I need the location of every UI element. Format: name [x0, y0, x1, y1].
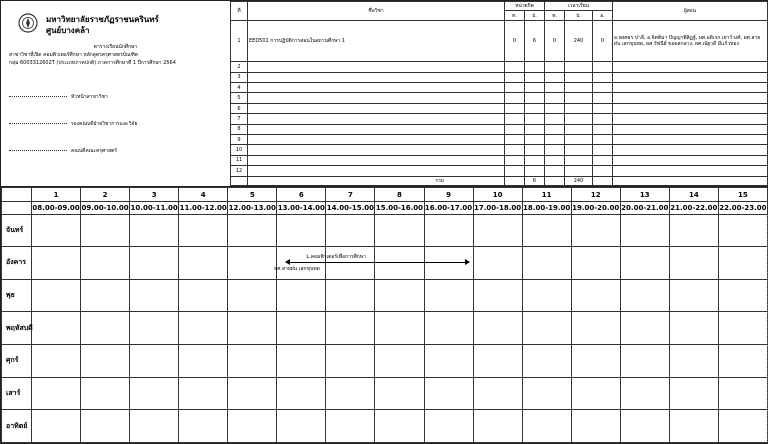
- schedule-cell: [326, 214, 375, 247]
- course-no: 8: [231, 124, 248, 134]
- course-subject: [248, 72, 505, 82]
- course-subject: [248, 166, 505, 176]
- schedule-cell: [718, 410, 767, 443]
- program-line: สาขาวิชาที่เปิด คอมพิวเตอร์ศึกษา หลักสูตรครุศาสตรบัณฑิต: [9, 52, 138, 58]
- course-row: [231, 83, 768, 93]
- schedule-cell: [81, 279, 130, 312]
- hour-t: [545, 103, 565, 113]
- top-section: [1, 1, 767, 187]
- credit-t: [505, 83, 525, 93]
- signature-line-deputy: [9, 121, 137, 128]
- schedule-cell: [620, 247, 669, 280]
- schedule-cell: [718, 214, 767, 247]
- hour-t: 0: [545, 20, 565, 62]
- schedule-cell: [718, 279, 767, 312]
- schedule-cell: [522, 247, 571, 280]
- schedule-cell: [130, 214, 179, 247]
- credit-p: [525, 103, 545, 113]
- credit-p: [525, 72, 545, 82]
- period-number: 10: [473, 188, 522, 202]
- schedule-cell: [228, 214, 277, 247]
- credit-t: 0: [505, 20, 525, 62]
- hour-p: [565, 135, 593, 145]
- schedule-cell: [620, 312, 669, 345]
- schedule-cell: [179, 214, 228, 247]
- course-row: [231, 72, 768, 82]
- hour-t: [545, 145, 565, 155]
- schedule-cell: [473, 312, 522, 345]
- hour-o: [593, 62, 613, 72]
- hour-o: [593, 93, 613, 103]
- hour-o: 0: [593, 20, 613, 62]
- period-number: 3: [130, 188, 179, 202]
- day-row: [2, 214, 768, 247]
- schedule-cell: [81, 410, 130, 443]
- course-instructor: [613, 145, 768, 155]
- period-number: 9: [424, 188, 473, 202]
- university-name: มหาวิทยาลัยราชภัฏราชนครินทร์: [46, 15, 159, 24]
- hour-p: [565, 103, 593, 113]
- schedule-cell: [81, 247, 130, 280]
- schedule-cell: [32, 410, 81, 443]
- day-row: [2, 312, 768, 345]
- period-time: 21.00-22.00: [669, 202, 718, 214]
- schedule-cell: [571, 312, 620, 345]
- schedule-cell: [277, 279, 326, 312]
- period-number: 15: [718, 188, 767, 202]
- hour-p: [565, 166, 593, 176]
- schedule-cell: [130, 247, 179, 280]
- hour-t: [545, 83, 565, 93]
- hour-o: [593, 114, 613, 124]
- schedule-cell: [277, 345, 326, 378]
- period-time: 13.00-14.00: [277, 202, 326, 214]
- course-no: 4: [231, 83, 248, 93]
- schedule-cell: [179, 312, 228, 345]
- schedule-cell: [669, 377, 718, 410]
- total-credit-p: 6: [525, 176, 545, 185]
- course-no: 10: [231, 145, 248, 155]
- schedule-cell: [669, 214, 718, 247]
- course-row: [231, 155, 768, 165]
- period-number: 11: [522, 188, 571, 202]
- course-instructor: [613, 124, 768, 134]
- schedule-cell: [130, 410, 179, 443]
- day-label: พฤหัสบดี: [2, 312, 32, 345]
- schedule-cell: [130, 279, 179, 312]
- course-subject: [248, 83, 505, 93]
- period-time-row: [2, 202, 768, 214]
- schedule-cell: [32, 247, 81, 280]
- day-row: [2, 345, 768, 378]
- col-header-instructor: ผู้สอน: [613, 2, 768, 21]
- hour-p: [565, 93, 593, 103]
- col-header-subject: ชื่อวิชา: [248, 2, 505, 21]
- hour-p: [565, 155, 593, 165]
- period-number: 14: [669, 188, 718, 202]
- course-row: [231, 62, 768, 72]
- schedule-cell: [718, 312, 767, 345]
- hour-p: [565, 83, 593, 93]
- schedule-cell: [424, 214, 473, 247]
- day-row: [2, 279, 768, 312]
- credit-p: [525, 62, 545, 72]
- credit-p: [525, 135, 545, 145]
- course-instructor: [613, 72, 768, 82]
- schedule-cell: [179, 377, 228, 410]
- period-number-row: [2, 188, 768, 202]
- schedule-cell: [32, 312, 81, 345]
- schedule-cell: [326, 279, 375, 312]
- schedule-cell: [424, 312, 473, 345]
- col-header-hour-p: ป.: [565, 11, 593, 20]
- hour-p: [565, 124, 593, 134]
- corner-cell: [2, 188, 32, 202]
- schedule-cell: [375, 345, 424, 378]
- header-info: [1, 1, 231, 186]
- schedule-cell: [473, 279, 522, 312]
- course-instructor: [613, 155, 768, 165]
- signature-line-head: [9, 94, 108, 101]
- schedule-entry-room: L.คอมพิวเตอร์เพื่อการศึกษา: [306, 254, 366, 260]
- credit-t: [505, 103, 525, 113]
- course-no: 2: [231, 62, 248, 72]
- schedule-cell: [669, 279, 718, 312]
- schedule-cell: [571, 214, 620, 247]
- signature-label: คณบดีคณะครุศาสตร์: [71, 148, 118, 154]
- schedule-cell: [571, 410, 620, 443]
- hour-t: [545, 124, 565, 134]
- course-no: 7: [231, 114, 248, 124]
- hour-t: [545, 155, 565, 165]
- credit-t: [505, 124, 525, 134]
- course-instructor: [613, 114, 768, 124]
- schedule-cell: [326, 377, 375, 410]
- schedule-cell: [620, 410, 669, 443]
- course-instructor: [613, 166, 768, 176]
- schedule-cell: [228, 377, 277, 410]
- credit-t: [505, 145, 525, 155]
- schedule-cell: [473, 377, 522, 410]
- schedule-cell: [375, 279, 424, 312]
- period-time: 19.00-20.00: [571, 202, 620, 214]
- schedule-cell: [718, 345, 767, 378]
- schedule-cell: [522, 214, 571, 247]
- period-time: 12.00-13.00: [228, 202, 277, 214]
- schedule-cell: [571, 247, 620, 280]
- hour-t: [545, 135, 565, 145]
- course-instructor: [613, 83, 768, 93]
- schedule-cell: [473, 410, 522, 443]
- credit-p: [525, 124, 545, 134]
- period-number: 4: [179, 188, 228, 202]
- signature-label: รองคณบดีฝ่ายวิชาการและวิจัย: [71, 121, 138, 127]
- course-subject: [248, 93, 505, 103]
- course-row: [231, 166, 768, 176]
- schedule-cell: [522, 410, 571, 443]
- signature-line-dean: [9, 148, 117, 155]
- schedule-cell: [130, 345, 179, 378]
- hour-o: [593, 145, 613, 155]
- course-no: 3: [231, 72, 248, 82]
- course-instructor: [613, 135, 768, 145]
- period-time: 08.00-09.00: [32, 202, 81, 214]
- schedule-cell: [669, 312, 718, 345]
- period-number: 13: [620, 188, 669, 202]
- schedule-cell: [718, 377, 767, 410]
- course-subject: EED501 การปฏิบัติการสอนในสถานศึกษา 1: [248, 20, 505, 62]
- hour-o: [593, 166, 613, 176]
- course-instructor: [613, 62, 768, 72]
- campus-name: ศูนย์บางคล้า: [46, 26, 90, 35]
- schedule-cell: [375, 377, 424, 410]
- schedule-cell: [32, 345, 81, 378]
- period-number: 2: [81, 188, 130, 202]
- course-subject: [248, 114, 505, 124]
- course-row: [231, 135, 768, 145]
- period-number: 12: [571, 188, 620, 202]
- schedule-cell: [81, 345, 130, 378]
- period-time: 11.00-12.00: [179, 202, 228, 214]
- course-no: 11: [231, 155, 248, 165]
- col-header-credit-t: ท.: [505, 11, 525, 20]
- schedule-cell: [32, 279, 81, 312]
- hour-o: [593, 72, 613, 82]
- total-row: [231, 176, 768, 185]
- course-no: 12: [231, 166, 248, 176]
- schedule-cell: [179, 247, 228, 280]
- schedule-cell: [375, 410, 424, 443]
- schedule-cell: [473, 247, 522, 280]
- col-header-credit-p: ป.: [525, 11, 545, 20]
- schedule-cell: [473, 214, 522, 247]
- hour-p: [565, 62, 593, 72]
- schedule-cell: [228, 410, 277, 443]
- schedule-cell: [669, 247, 718, 280]
- col-header-hour-o: อ.: [593, 11, 613, 20]
- course-subject: [248, 103, 505, 113]
- course-row: [231, 20, 768, 62]
- period-number: 1: [32, 188, 81, 202]
- period-time: 18.00-19.00: [522, 202, 571, 214]
- course-no: 6: [231, 103, 248, 113]
- hour-p: [565, 145, 593, 155]
- schedule-cell: [277, 312, 326, 345]
- group-line: กลุ่ม 6003312602T (ประเภทภาคปกติ) ภาคการศึกษาที่ 1 ปีการศึกษา 2564: [9, 60, 176, 66]
- credit-t: [505, 72, 525, 82]
- schedule-cell: [277, 377, 326, 410]
- period-number: 5: [228, 188, 277, 202]
- schedule-entry-teacher: ผศ.สายฝน เสกขุนทด: [274, 266, 320, 272]
- schedule-cell: [81, 377, 130, 410]
- col-header-credits: หน่วยกิต: [505, 2, 545, 11]
- signature-dots: [9, 96, 67, 97]
- credit-p: [525, 145, 545, 155]
- schedule-cell: [228, 312, 277, 345]
- course-no: 5: [231, 93, 248, 103]
- total-label: รวม: [248, 176, 505, 185]
- schedule-cell: [179, 279, 228, 312]
- schedule-cell: [473, 345, 522, 378]
- credit-t: [505, 93, 525, 103]
- schedule-cell: [424, 410, 473, 443]
- hour-t: [545, 166, 565, 176]
- course-row: [231, 93, 768, 103]
- credit-t: [505, 114, 525, 124]
- schedule-cell: [32, 377, 81, 410]
- schedule-entry-span-arrow: [286, 262, 468, 263]
- schedule-cell: [522, 312, 571, 345]
- course-subject: [248, 135, 505, 145]
- schedule-cell: [669, 410, 718, 443]
- course-table: [230, 1, 768, 186]
- period-number: 6: [277, 188, 326, 202]
- credit-t: [505, 135, 525, 145]
- period-time: 16.00-17.00: [424, 202, 473, 214]
- course-row: [231, 103, 768, 113]
- hour-p: [565, 72, 593, 82]
- credit-t: [505, 166, 525, 176]
- schedule-cell: [326, 410, 375, 443]
- credit-p: [525, 83, 545, 93]
- course-instructor: อ.พงศธร ปาลี, อ.จิตติมา ปัญญาพิสิฏฐ์, ผศ.อดิเรก เยาว์วงศ์, ผศ.สายฝน เสกขุนทด, ผศ.รัฟนีย์ ขอผลกลาง, ผศ.ณัฐวดี มีแก้วทอง: [613, 20, 768, 62]
- day-label: อาทิตย์: [2, 410, 32, 443]
- schedule-cell: [81, 312, 130, 345]
- weekly-schedule: [1, 187, 768, 443]
- credit-p: 6: [525, 20, 545, 62]
- schedule-cell: [228, 345, 277, 378]
- schedule-cell: [718, 247, 767, 280]
- hour-t: [545, 93, 565, 103]
- schedule-cell: [375, 214, 424, 247]
- course-row: [231, 145, 768, 155]
- hour-o: [593, 135, 613, 145]
- period-time: 09.00-10.00: [81, 202, 130, 214]
- hour-p: [565, 114, 593, 124]
- schedule-cell: [81, 214, 130, 247]
- course-subject: [248, 145, 505, 155]
- day-label: เสาร์: [2, 377, 32, 410]
- hour-o: [593, 155, 613, 165]
- day-label: จันทร์: [2, 214, 32, 247]
- signature-dots: [9, 123, 67, 124]
- schedule-cell: [669, 345, 718, 378]
- schedule-cell: [620, 345, 669, 378]
- course-instructor: [613, 93, 768, 103]
- day-label: ศุกร์: [2, 345, 32, 378]
- schedule-cell: [130, 377, 179, 410]
- arrow-right-icon: [465, 259, 470, 265]
- col-header-hour-t: ท.: [545, 11, 565, 20]
- credit-t: [505, 155, 525, 165]
- credit-t: [505, 62, 525, 72]
- hour-o: [593, 124, 613, 134]
- course-instructor: [613, 103, 768, 113]
- schedule-cell: [424, 279, 473, 312]
- day-row: [2, 410, 768, 443]
- schedule-cell: [424, 345, 473, 378]
- signature-label: หัวหน้าสาขาวิชา: [71, 94, 108, 100]
- hour-t: [545, 62, 565, 72]
- schedule-cell: [620, 377, 669, 410]
- schedule-cell: [522, 377, 571, 410]
- day-label: พุธ: [2, 279, 32, 312]
- course-subject: [248, 124, 505, 134]
- schedule-cell: [571, 279, 620, 312]
- period-time: 15.00-16.00: [375, 202, 424, 214]
- credit-p: [525, 166, 545, 176]
- period-time: 14.00-15.00: [326, 202, 375, 214]
- signature-dots: [9, 150, 67, 151]
- period-time: 17.00-18.00: [473, 202, 522, 214]
- schedule-cell: [620, 279, 669, 312]
- period-time: 20.00-21.00: [620, 202, 669, 214]
- schedule-cell: [277, 410, 326, 443]
- timetable-title: ตารางเรียนนักศึกษา: [93, 44, 138, 50]
- university-name-block: [46, 14, 159, 36]
- schedule-cell: [277, 214, 326, 247]
- schedule-cell: [375, 312, 424, 345]
- hour-t: [545, 72, 565, 82]
- schedule-cell: [571, 345, 620, 378]
- total-hour-p: 240: [565, 176, 593, 185]
- schedule-cell: [620, 214, 669, 247]
- course-no: 1: [231, 20, 248, 62]
- credit-p: [525, 93, 545, 103]
- corner-cell: [2, 202, 32, 214]
- course-subject: [248, 155, 505, 165]
- credit-p: [525, 114, 545, 124]
- period-time: 10.00-11.00: [130, 202, 179, 214]
- day-row: [2, 377, 768, 410]
- course-row: [231, 114, 768, 124]
- schedule-cell: [32, 214, 81, 247]
- course-row: [231, 124, 768, 134]
- schedule-cell: [228, 247, 277, 280]
- hour-o: [593, 83, 613, 93]
- hour-t: [545, 114, 565, 124]
- hour-o: [593, 103, 613, 113]
- schedule-cell: [424, 377, 473, 410]
- university-seal-icon: [18, 12, 38, 34]
- schedule-cell: [326, 312, 375, 345]
- schedule-cell: [522, 345, 571, 378]
- col-header-no: ที่: [231, 2, 248, 21]
- day-label: อังคาร: [2, 247, 32, 280]
- schedule-cell: [326, 345, 375, 378]
- col-header-hours: เวลาเรียน: [545, 2, 613, 11]
- schedule-cell: [522, 279, 571, 312]
- course-subject: [248, 62, 505, 72]
- credit-p: [525, 155, 545, 165]
- period-number: 8: [375, 188, 424, 202]
- period-time: 22.00-23.00: [718, 202, 767, 214]
- schedule-cell: [228, 279, 277, 312]
- hour-p: 240: [565, 20, 593, 62]
- schedule-cell: [571, 377, 620, 410]
- schedule-cell: [179, 410, 228, 443]
- course-no: 9: [231, 135, 248, 145]
- schedule-cell: [130, 312, 179, 345]
- period-number: 7: [326, 188, 375, 202]
- schedule-cell: [179, 345, 228, 378]
